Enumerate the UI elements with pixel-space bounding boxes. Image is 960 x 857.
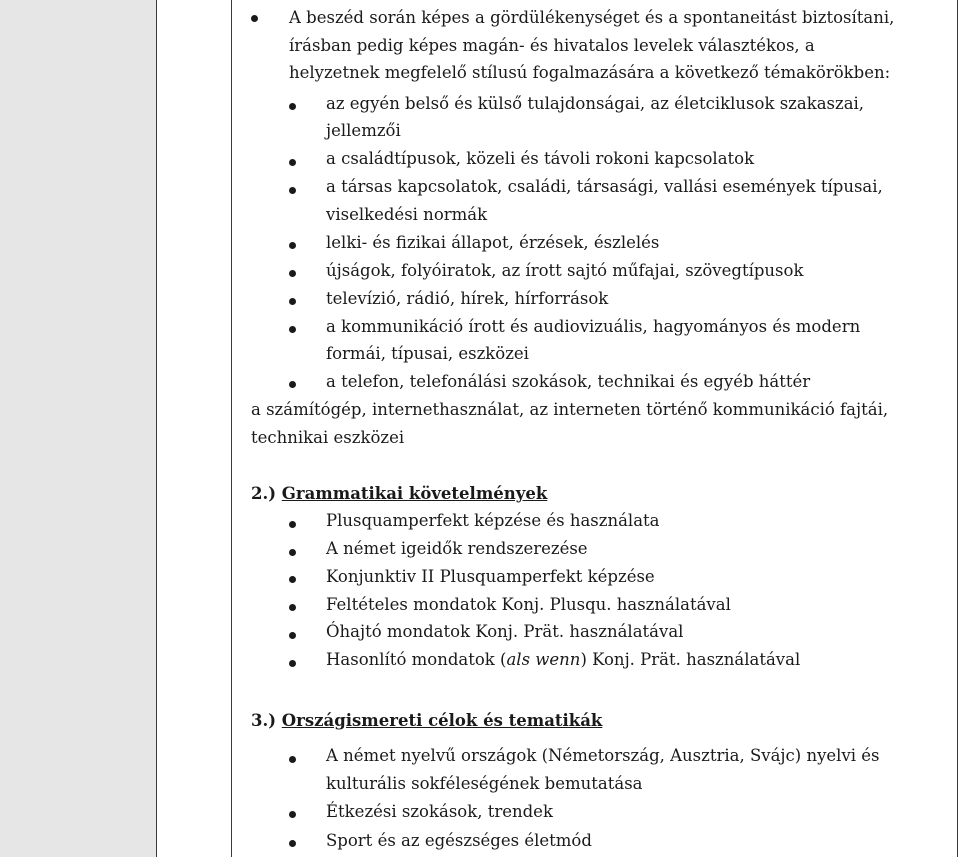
bullet-dot: [289, 187, 296, 194]
bullet-dot: [289, 381, 296, 388]
culture-item: A német nyelvű országok (Németország, Ausztria, Svájc) nyelvi és: [326, 746, 880, 765]
topic-item-continued: jellemzői: [326, 121, 401, 140]
grammar-item: Konjunktiv II Plusquamperfekt képzése: [326, 567, 655, 586]
bullet-dot: [289, 521, 296, 528]
topic-item: az egyén belső és külső tulajdonságai, az életciklusok szakaszai,: [326, 94, 865, 113]
grammar-item: A német igeidők rendszerezése: [326, 539, 588, 558]
bullet-dot: [289, 549, 296, 556]
topic-item: televízió, rádió, hírek, hírforrások: [326, 289, 609, 308]
bullet-dot: [289, 632, 296, 639]
topic-item: a társas kapcsolatok, családi, társasági, vallási események típusai,: [326, 177, 883, 196]
bullet-dot: [289, 576, 296, 583]
section-2-heading: 2.) Grammatikai követelmények: [251, 484, 548, 503]
topic-item-continued: viselkedési normák: [326, 205, 488, 224]
topic-item: a kommunikáció írott és audiovizuális, hagyományos és modern: [326, 317, 861, 336]
culture-item: Sport és az egészséges életmód: [326, 831, 592, 850]
computer-line-1: a számítógép, internethasználat, az interneten történő kommunikáció fajtái,: [251, 400, 889, 419]
bullet-dot: [251, 15, 258, 22]
bullet-dot: [289, 840, 296, 847]
topic-item: a telefon, telefonálási szokások, technikai és egyéb háttér: [326, 372, 811, 391]
bullet-dot: [289, 756, 296, 763]
bullet-dot: [289, 103, 296, 110]
grammar-item: Óhajtó mondatok Konj. Prät. használatával: [326, 622, 684, 641]
bullet-dot: [289, 811, 296, 818]
intro-line-2: írásban pedig képes magán- és hivatalos levelek választékos, a: [289, 36, 815, 55]
grammar-item: Hasonlító mondatok (als wenn) Konj. Prät. használatával: [326, 650, 801, 669]
topic-item: lelki- és fizikai állapot, érzések, észlelés: [326, 233, 660, 252]
bullet-dot: [289, 604, 296, 611]
bullet-dot: [289, 270, 296, 277]
topic-item: a családtípusok, közeli és távoli rokoni kapcsolatok: [326, 149, 755, 168]
computer-line-2: technikai eszközei: [251, 428, 405, 447]
intro-line-3: helyzetnek megfelelő stílusú fogalmazására a következő témakörökben:: [289, 63, 891, 82]
table-column-1: [0, 0, 157, 857]
bullet-dot: [289, 159, 296, 166]
bullet-dot: [289, 242, 296, 249]
culture-item-continued: kulturális sokféleségének bemutatása: [326, 774, 643, 793]
table-column-2: [157, 0, 232, 857]
grammar-item: Plusquamperfekt képzése és használata: [326, 511, 660, 530]
culture-item: Étkezési szokások, trendek: [326, 802, 553, 821]
bullet-dot: [289, 660, 296, 667]
intro-line-1: A beszéd során képes a gördülékenységet és a spontaneitást biztosítani,: [289, 8, 895, 27]
topic-item-continued: formái, típusai, eszközei: [326, 344, 529, 363]
grammar-item: Feltételes mondatok Konj. Plusqu. használatával: [326, 595, 731, 614]
bullet-dot: [289, 326, 296, 333]
topic-item: újságok, folyóiratok, az írott sajtó műfajai, szövegtípusok: [326, 261, 804, 280]
bullet-dot: [289, 298, 296, 305]
section-3-heading: 3.) Országismereti célok és tematikák: [251, 711, 603, 730]
